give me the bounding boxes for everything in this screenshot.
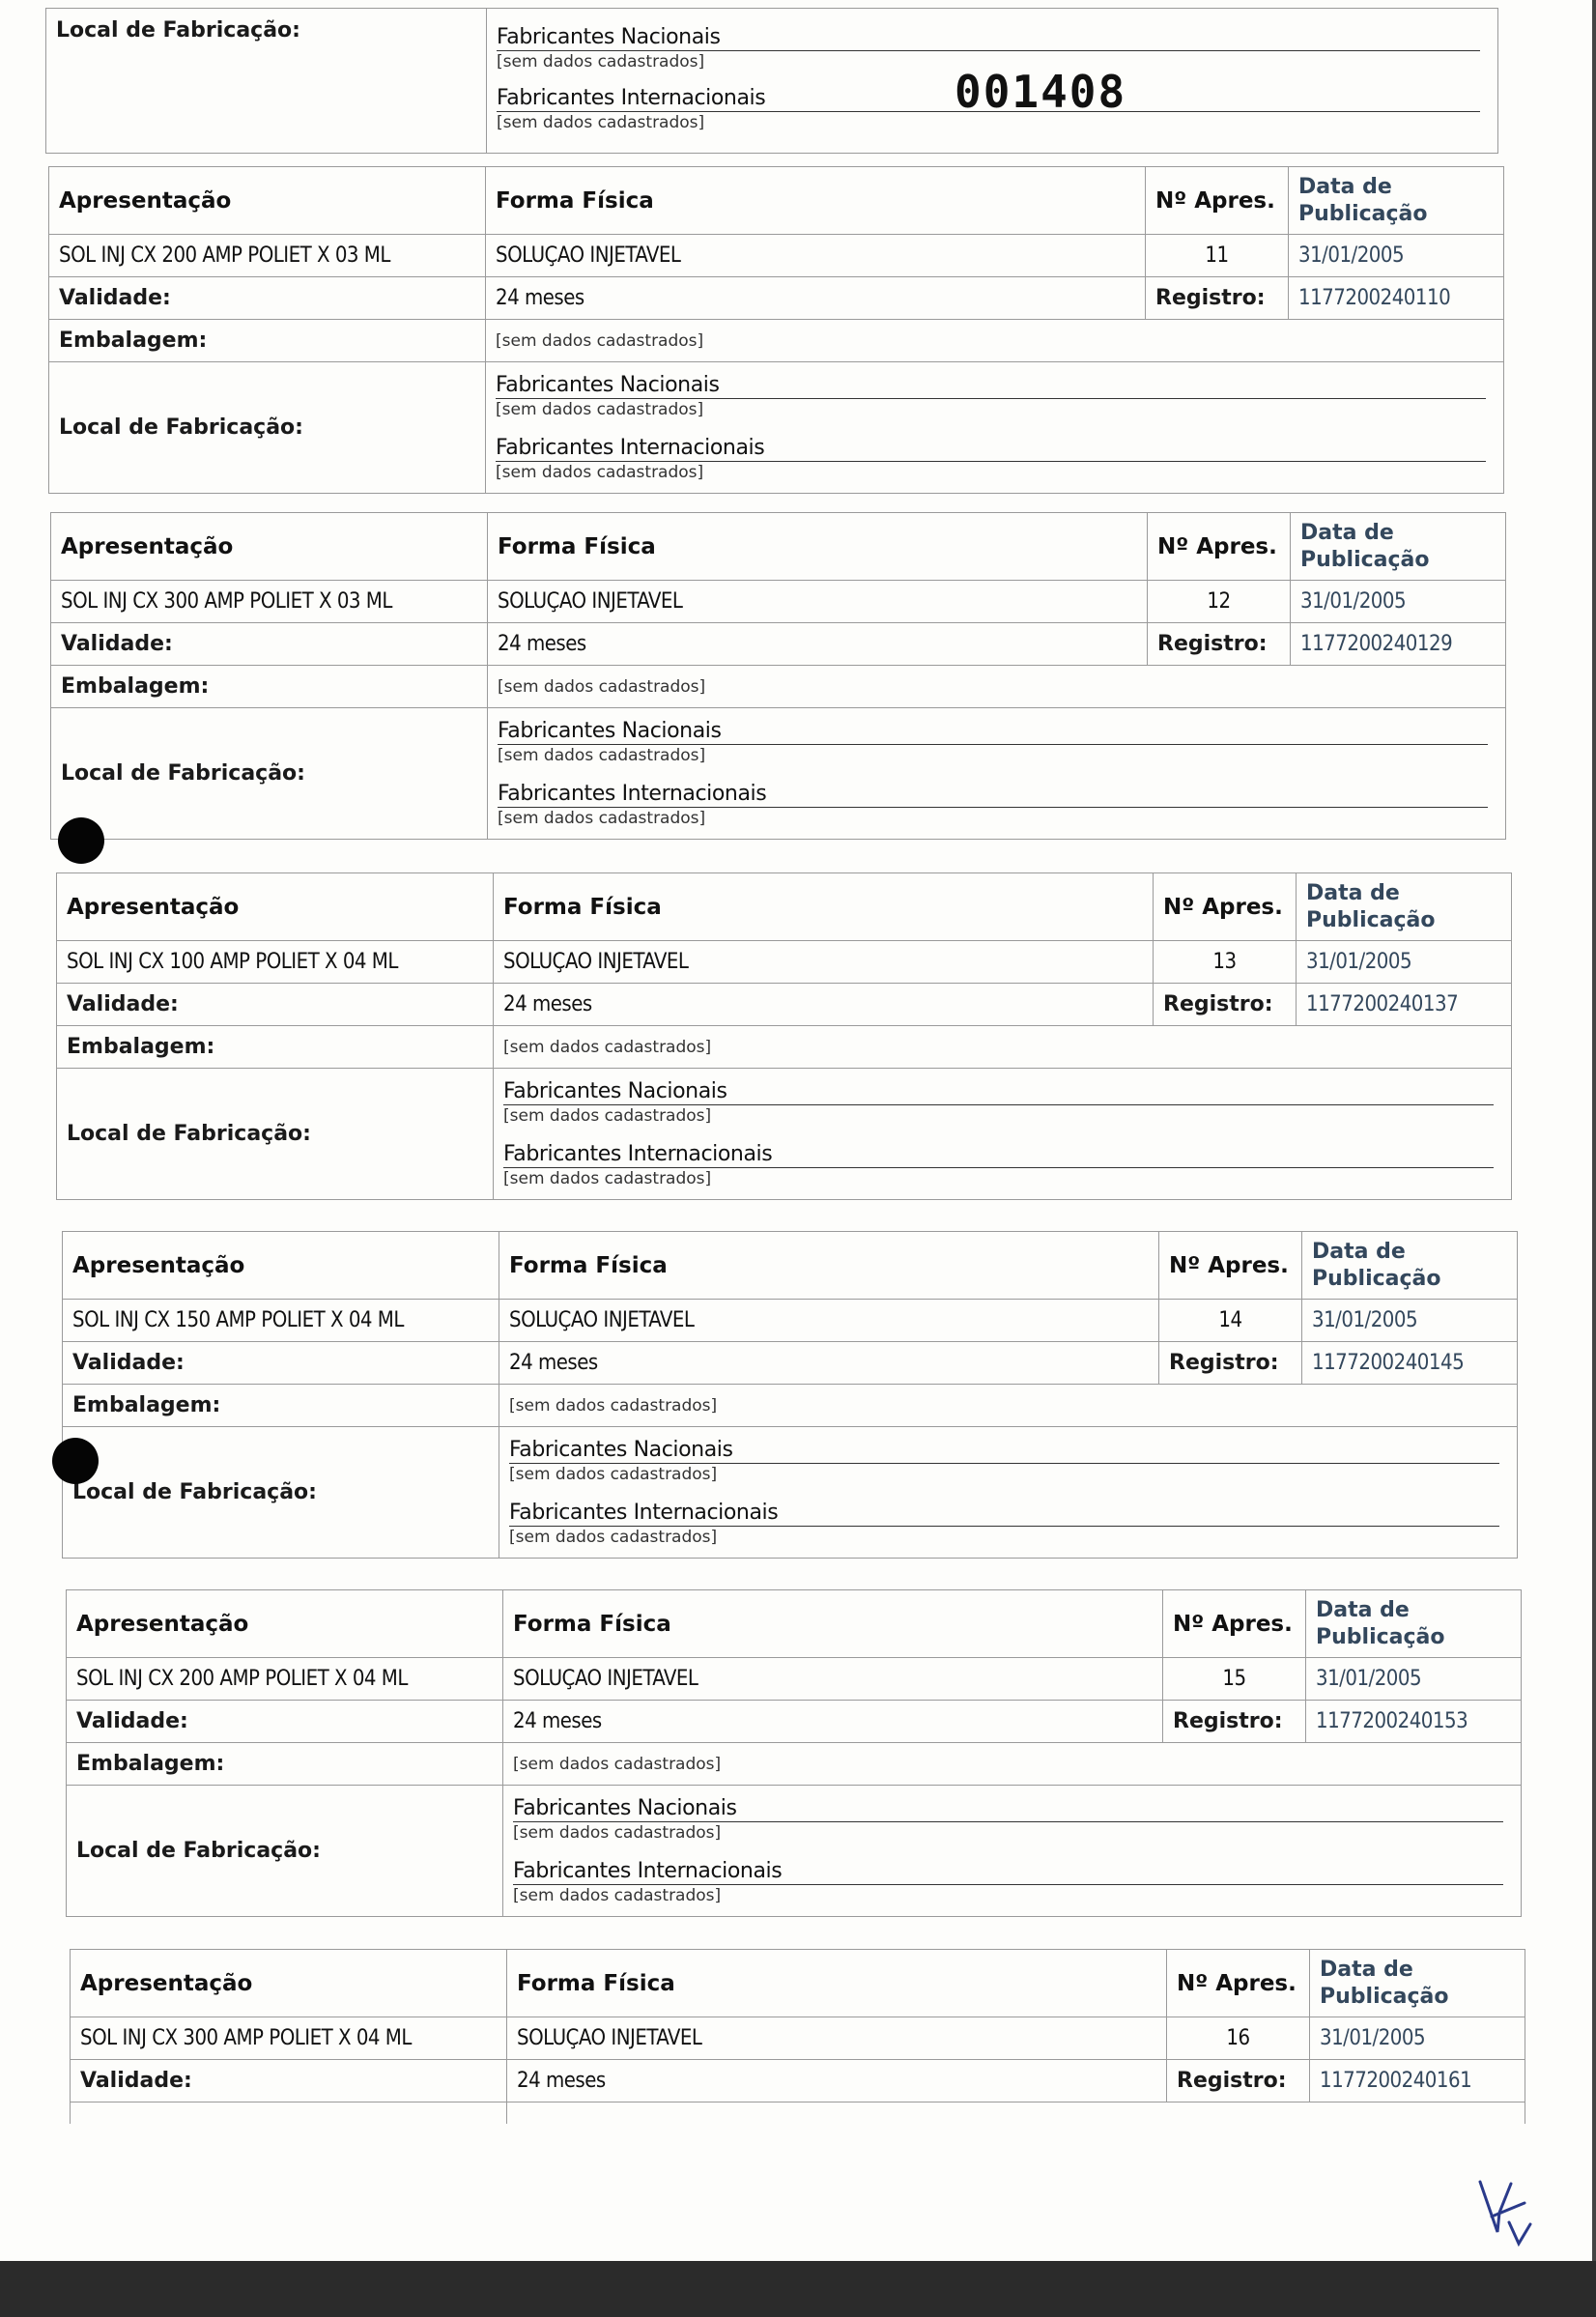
local-fabricacao-label: Local de Fabricação:: [59, 415, 303, 440]
n-apres-header: Nº Apres.: [1154, 873, 1297, 941]
forma-fisica-value: SOLUÇAO INJETAVEL: [486, 235, 1146, 277]
fabricantes-internacionais-value: [sem dados cadastrados]: [509, 1527, 718, 1547]
registro-label: Registro:: [1146, 277, 1289, 320]
data-publicacao-header: Data de Publicação: [1297, 873, 1512, 941]
fabricantes-internacionais-title: Fabricantes Internacionais: [509, 1501, 1499, 1527]
apresentacao-header: Apresentação: [49, 167, 486, 235]
fabricantes-nacionais-value: [sem dados cadastrados]: [497, 51, 705, 72]
fabricantes-cell: [488, 708, 1506, 840]
registro-value: 1177200240110: [1289, 277, 1504, 320]
fabricantes-internacionais-value: [sem dados cadastrados]: [513, 1885, 722, 1905]
stamp-number: 001408: [955, 66, 1127, 118]
fabricantes-nacionais-title: Fabricantes Nacionais: [513, 1796, 1503, 1822]
local-fabricacao-cell: [67, 1786, 503, 1917]
top-fragment-table: [45, 8, 1498, 154]
validade-value: 24 meses: [486, 277, 1146, 320]
forma-fisica-value: SOLUÇAO INJETAVEL: [499, 1300, 1159, 1342]
validade-value: 24 meses: [499, 1342, 1159, 1385]
truncated-cell: [71, 2102, 507, 2124]
record-table: [48, 166, 1504, 494]
fabricantes-internacionais-value: [sem dados cadastrados]: [498, 808, 706, 828]
apresentacao-header: Apresentação: [63, 1232, 499, 1300]
validade-value: 24 meses: [507, 2060, 1167, 2102]
forma-fisica-header: Forma Física: [499, 1232, 1159, 1300]
fabricantes-nacionais-title: Fabricantes Nacionais: [498, 719, 1488, 745]
embalagem-label: Embalagem:: [51, 666, 488, 708]
forma-fisica-value: SOLUÇAO INJETAVEL: [488, 581, 1148, 623]
forma-fisica-header: Forma Física: [488, 513, 1148, 581]
fabricantes-nacionais-value: [sem dados cadastrados]: [503, 1105, 712, 1126]
validade-label: Validade:: [71, 2060, 507, 2102]
signature-mark: [1470, 2174, 1538, 2251]
registro-label: Registro:: [1159, 1342, 1302, 1385]
fabricantes-nacionais-value: [sem dados cadastrados]: [498, 745, 706, 765]
n-apres-header: Nº Apres.: [1148, 513, 1291, 581]
apresentacao-header: Apresentação: [51, 513, 488, 581]
fabricantes-nacionais-title: Fabricantes Nacionais: [496, 373, 1486, 399]
local-fabricacao-label: Local de Fabricação:: [67, 1122, 311, 1146]
registro-value: 1177200240137: [1297, 984, 1512, 1026]
registro-value: 1177200240153: [1306, 1701, 1522, 1743]
punch-hole-2: [52, 1438, 99, 1484]
validade-value: 24 meses: [488, 623, 1148, 666]
data-publicacao-value: 31/01/2005: [1289, 235, 1504, 277]
scan-bottom-band: [0, 2261, 1596, 2317]
record-table: [70, 1949, 1525, 2124]
validade-label: Validade:: [67, 1701, 503, 1743]
fabricantes-internacionais-value: [sem dados cadastrados]: [497, 112, 705, 132]
registro-value: 1177200240129: [1291, 623, 1506, 666]
registro-value: 1177200240145: [1302, 1342, 1518, 1385]
fabricantes-nacionais-value: [sem dados cadastrados]: [513, 1822, 722, 1843]
validade-value: 24 meses: [494, 984, 1154, 1026]
page-edge: [1592, 0, 1596, 2261]
apresentacao-value: SOL INJ CX 200 AMP POLIET X 03 ML: [49, 235, 486, 277]
apresentacao-value: SOL INJ CX 200 AMP POLIET X 04 ML: [67, 1658, 503, 1701]
n-apres-value: 15: [1163, 1658, 1306, 1701]
fabricantes-nacionais-title: Fabricantes Nacionais: [503, 1079, 1494, 1105]
data-publicacao-header: Data de Publicação: [1291, 513, 1506, 581]
n-apres-header: Nº Apres.: [1146, 167, 1289, 235]
apresentacao-header: Apresentação: [57, 873, 494, 941]
local-fabricacao-label: Local de Fabricação:: [61, 761, 305, 786]
data-publicacao-value: 31/01/2005: [1291, 581, 1506, 623]
n-apres-value: 11: [1146, 235, 1289, 277]
forma-fisica-header: Forma Física: [494, 873, 1154, 941]
n-apres-value: 12: [1148, 581, 1291, 623]
embalagem-value: [sem dados cadastrados]: [499, 1385, 1518, 1427]
data-publicacao-value: 31/01/2005: [1302, 1300, 1518, 1342]
fabricantes-cell: [494, 1069, 1512, 1200]
forma-fisica-header: Forma Física: [503, 1590, 1163, 1658]
forma-fisica-value: SOLUÇAO INJETAVEL: [507, 2017, 1167, 2060]
data-publicacao-header: Data de Publicação: [1306, 1590, 1522, 1658]
validade-label: Validade:: [63, 1342, 499, 1385]
local-fabricacao-cell: [51, 708, 488, 840]
local-fabricacao-cell: [63, 1427, 499, 1559]
data-publicacao-header: Data de Publicação: [1302, 1232, 1518, 1300]
validade-label: Validade:: [57, 984, 494, 1026]
local-fabricacao-label: Local de Fabricação:: [72, 1480, 317, 1504]
embalagem-label: Embalagem:: [57, 1026, 494, 1069]
apresentacao-value: SOL INJ CX 300 AMP POLIET X 03 ML: [51, 581, 488, 623]
local-fabricacao-cell: [49, 362, 486, 494]
fabricantes-cell: [503, 1786, 1522, 1917]
fabricantes-internacionais-title: Fabricantes Internacionais: [513, 1859, 1503, 1885]
embalagem-value: [sem dados cadastrados]: [488, 666, 1506, 708]
fabricantes-nacionais-value: [sem dados cadastrados]: [496, 399, 704, 419]
embalagem-value: [sem dados cadastrados]: [486, 320, 1504, 362]
n-apres-header: Nº Apres.: [1163, 1590, 1306, 1658]
embalagem-label: Embalagem:: [67, 1743, 503, 1786]
local-fabricacao-cell: [46, 9, 487, 154]
n-apres-value: 13: [1154, 941, 1297, 984]
fabricantes-internacionais-title: Fabricantes Internacionais: [497, 86, 1480, 112]
data-publicacao-header: Data de Publicação: [1310, 1950, 1525, 2017]
fabricantes-internacionais-title: Fabricantes Internacionais: [498, 782, 1488, 808]
apresentacao-value: SOL INJ CX 150 AMP POLIET X 04 ML: [63, 1300, 499, 1342]
data-publicacao-value: 31/01/2005: [1310, 2017, 1525, 2060]
data-publicacao-header: Data de Publicação: [1289, 167, 1504, 235]
n-apres-header: Nº Apres.: [1159, 1232, 1302, 1300]
registro-label: Registro:: [1154, 984, 1297, 1026]
record-table: [66, 1589, 1522, 1917]
fabricantes-internacionais-value: [sem dados cadastrados]: [503, 1168, 712, 1188]
apresentacao-header: Apresentação: [67, 1590, 503, 1658]
validade-value: 24 meses: [503, 1701, 1163, 1743]
registro-label: Registro:: [1148, 623, 1291, 666]
fabricantes-cell: [499, 1427, 1518, 1559]
data-publicacao-value: 31/01/2005: [1297, 941, 1512, 984]
forma-fisica-value: SOLUÇAO INJETAVEL: [503, 1658, 1163, 1701]
registro-label: Registro:: [1163, 1701, 1306, 1743]
apresentacao-header: Apresentação: [71, 1950, 507, 2017]
n-apres-value: 14: [1159, 1300, 1302, 1342]
registro-label: Registro:: [1167, 2060, 1310, 2102]
fabricantes-internacionais-value: [sem dados cadastrados]: [496, 462, 704, 482]
forma-fisica-header: Forma Física: [486, 167, 1146, 235]
fabricantes-nacionais-title: Fabricantes Nacionais: [509, 1438, 1499, 1464]
data-publicacao-value: 31/01/2005: [1306, 1658, 1522, 1701]
validade-label: Validade:: [51, 623, 488, 666]
local-fabricacao-label: Local de Fabricação:: [56, 18, 300, 43]
punch-hole-1: [58, 817, 104, 864]
fabricantes-nacionais-title: Fabricantes Nacionais: [497, 25, 1480, 51]
embalagem-label: Embalagem:: [63, 1385, 499, 1427]
embalagem-value: [sem dados cadastrados]: [494, 1026, 1512, 1069]
embalagem-label: Embalagem:: [49, 320, 486, 362]
fabricantes-internacionais-title: Fabricantes Internacionais: [496, 436, 1486, 462]
truncated-cell: [507, 2102, 1525, 2124]
n-apres-value: 16: [1167, 2017, 1310, 2060]
forma-fisica-header: Forma Física: [507, 1950, 1167, 2017]
validade-label: Validade:: [49, 277, 486, 320]
local-fabricacao-label: Local de Fabricação:: [76, 1839, 321, 1863]
record-table: [56, 872, 1512, 1200]
registro-value: 1177200240161: [1310, 2060, 1525, 2102]
fabricantes-cell: [486, 362, 1504, 494]
fabricantes-internacionais-title: Fabricantes Internacionais: [503, 1142, 1494, 1168]
apresentacao-value: SOL INJ CX 300 AMP POLIET X 04 ML: [71, 2017, 507, 2060]
embalagem-value: [sem dados cadastrados]: [503, 1743, 1522, 1786]
local-fabricacao-cell: [57, 1069, 494, 1200]
apresentacao-value: SOL INJ CX 100 AMP POLIET X 04 ML: [57, 941, 494, 984]
record-table: [62, 1231, 1518, 1559]
record-table: [50, 512, 1506, 840]
n-apres-header: Nº Apres.: [1167, 1950, 1310, 2017]
fabricantes-nacionais-value: [sem dados cadastrados]: [509, 1464, 718, 1484]
forma-fisica-value: SOLUÇAO INJETAVEL: [494, 941, 1154, 984]
